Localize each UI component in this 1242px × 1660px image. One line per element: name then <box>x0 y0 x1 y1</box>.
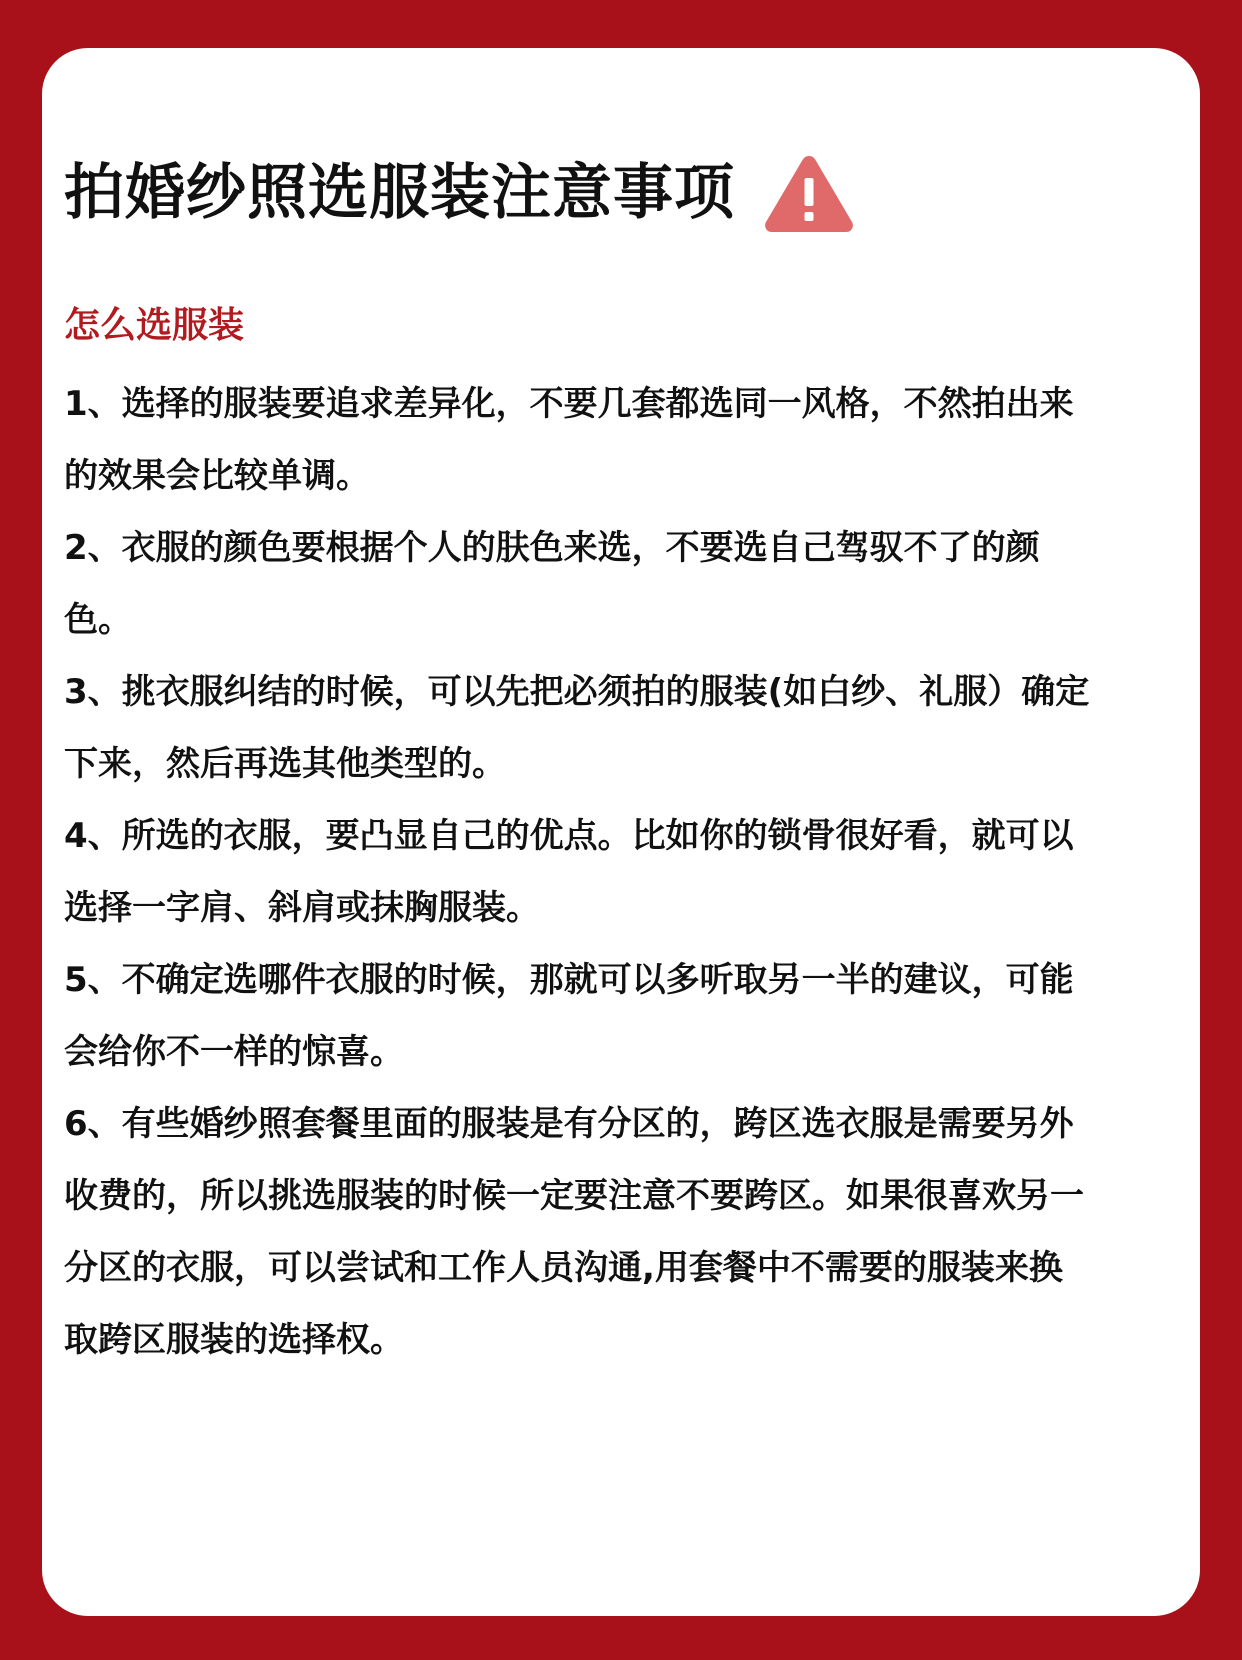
tip-item: 6、有些婚纱照套餐里面的服装是有分区的，跨区选衣服是需要另外收费的，所以挑选服装的时候一定要注意不要跨区。如果很喜欢另一分区的衣服，可以尝试和工作人员沟通,用套餐中不需要的服装来换取跨区服装的选择权。 <box>64 1104 1084 1360</box>
tip-item: 1、选择的服装要追求差异化，不要几套都选同一风格，不然拍出来的效果会比较单调。 <box>64 384 1074 496</box>
title-row <box>64 148 857 238</box>
section-heading: 怎么选服装 <box>64 305 245 346</box>
tip-item: 4、所选的衣服，要凸显自己的优点。比如你的锁骨很好看，就可以选择一字肩、斜肩或抹胸服装。 <box>64 816 1074 928</box>
tip-item: 2、衣服的颜色要根据个人的肤色来选，不要选自己驾驭不了的颜色。 <box>64 528 1040 640</box>
warning-exclamation-dot <box>805 212 814 221</box>
page-title: 拍婚纱照选服装注意事项 <box>64 158 735 228</box>
warning-exclamation-bar <box>805 178 814 206</box>
tips-list <box>64 368 1094 1376</box>
warning-triangle-icon <box>761 150 857 236</box>
tip-item: 5、不确定选哪件衣服的时候，那就可以多听取另一半的建议，可能会给你不一样的惊喜。 <box>64 960 1074 1072</box>
tip-item: 3、挑衣服纠结的时候，可以先把必须拍的服装(如白纱、礼服）确定下来，然后再选其他类型的。 <box>64 672 1090 784</box>
